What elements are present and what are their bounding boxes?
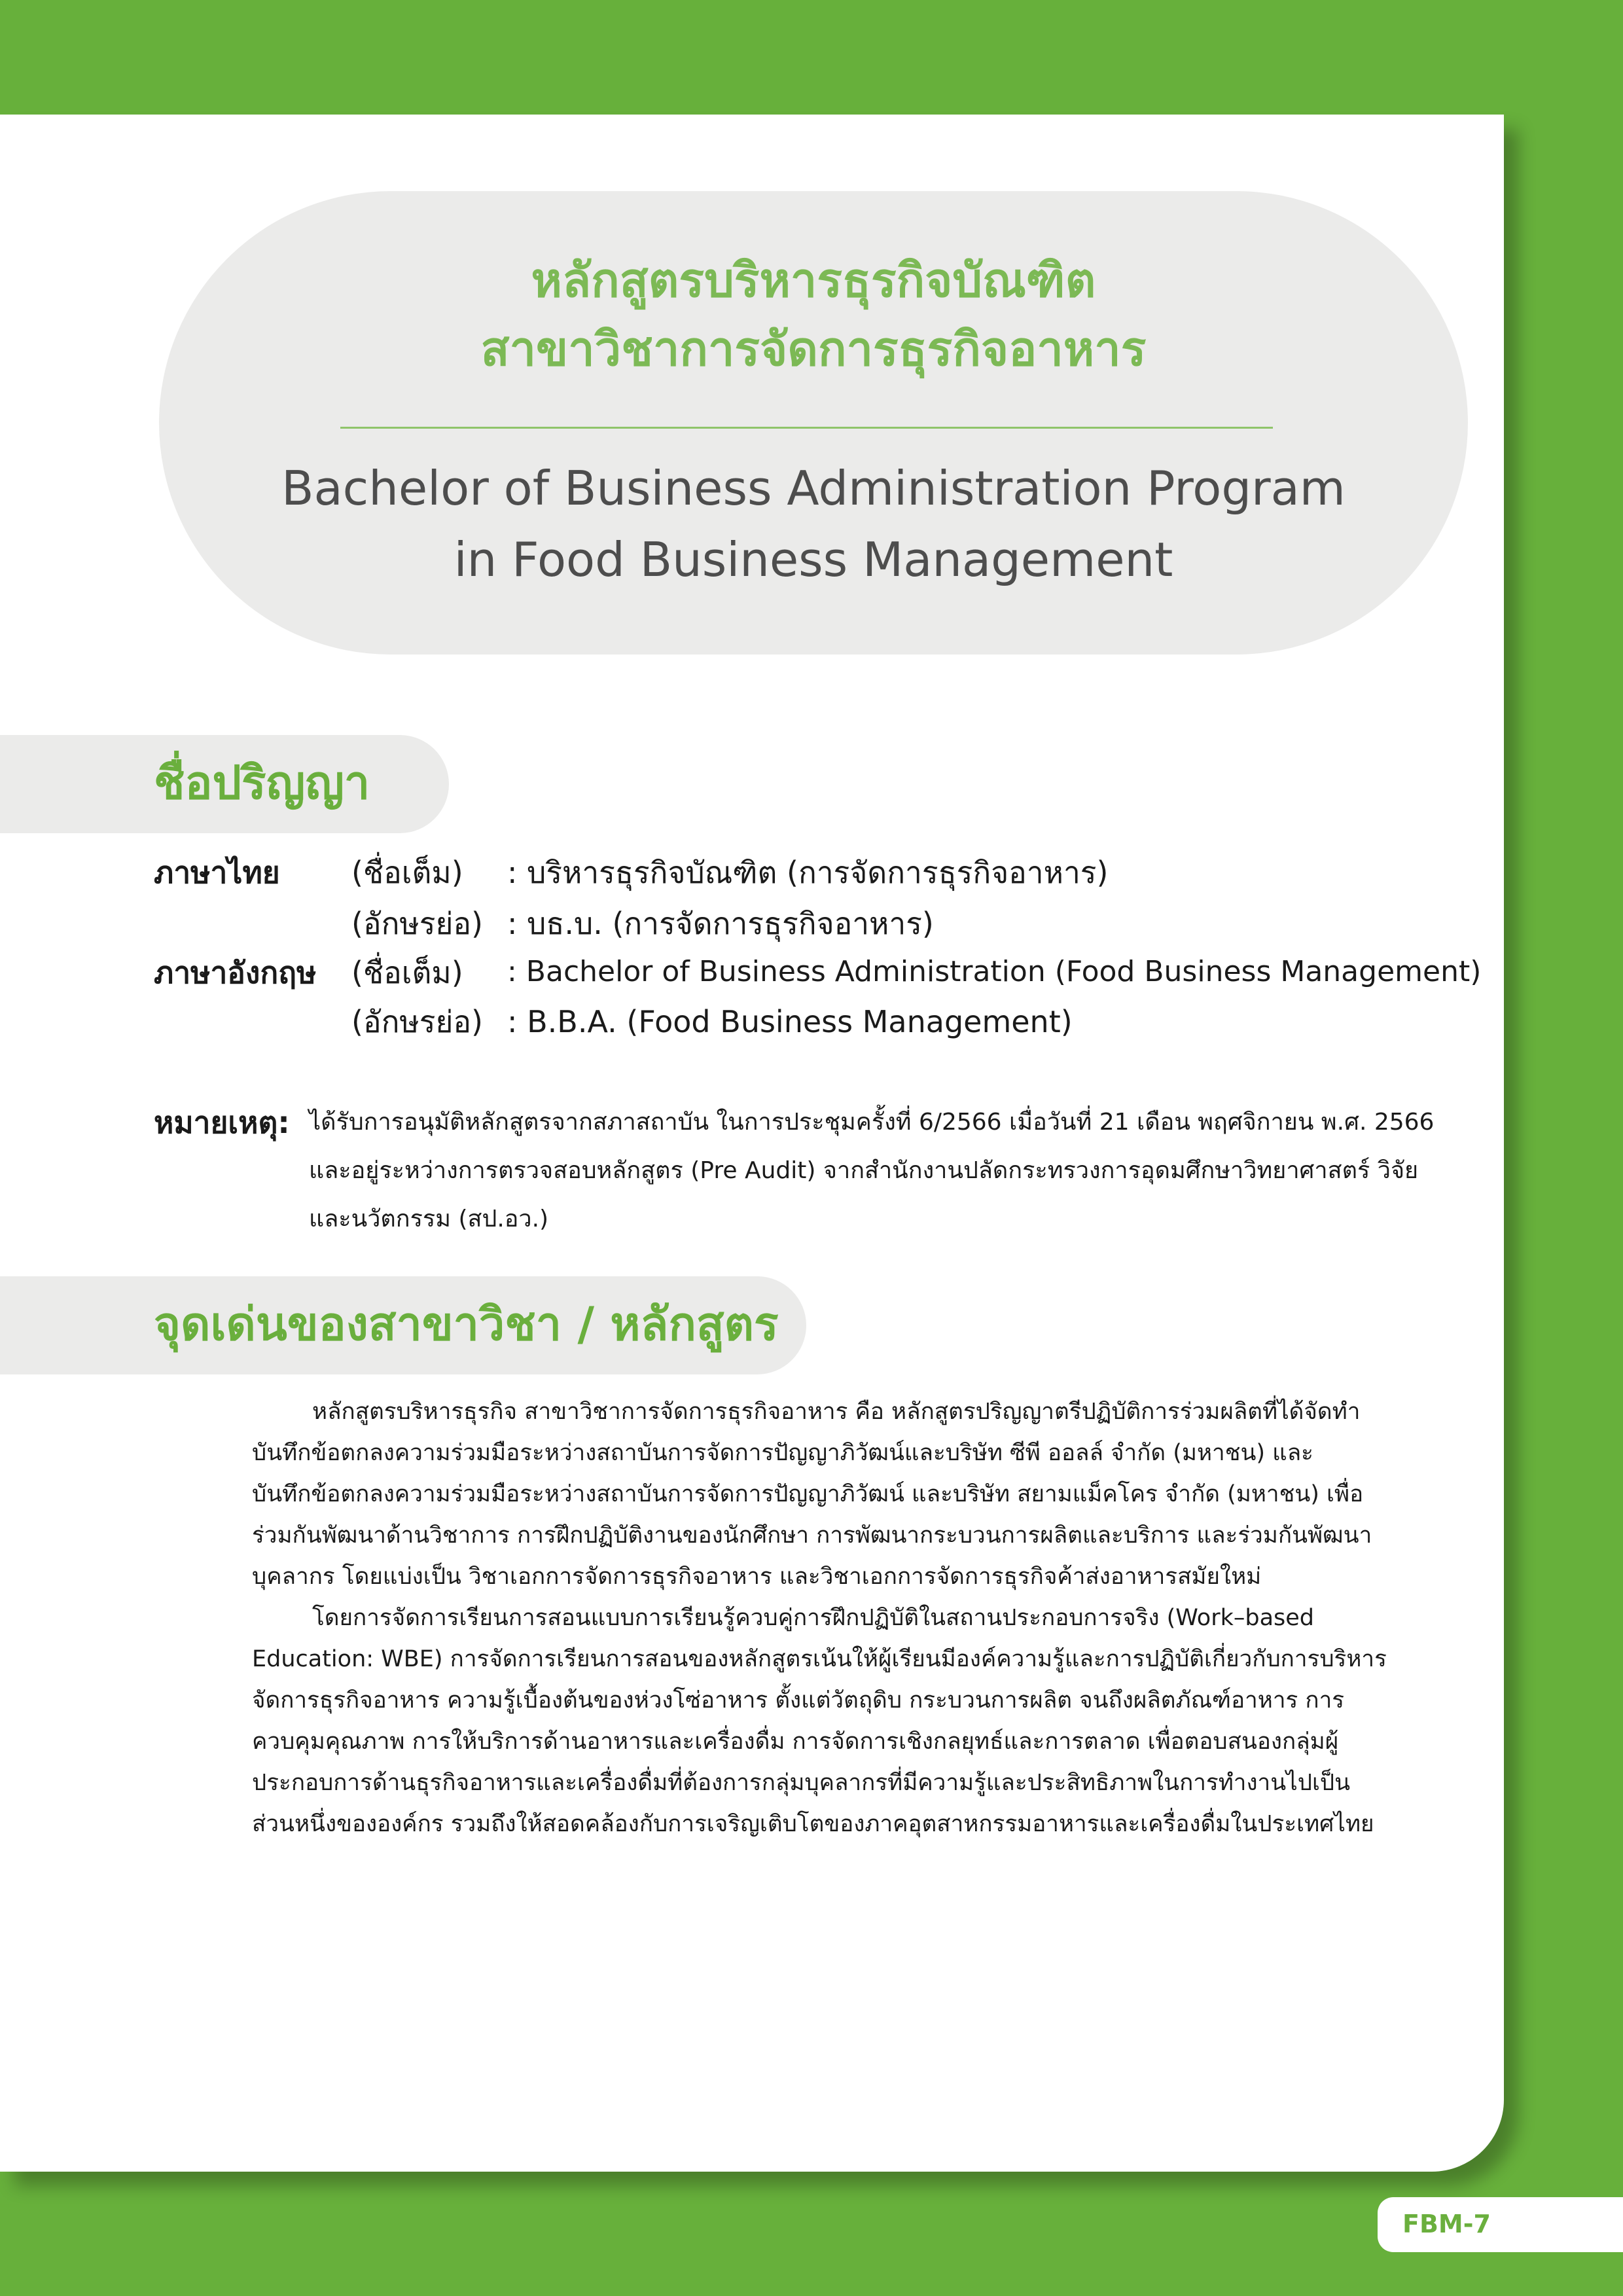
english-full-name-label: (ชื่อเต็ม) bbox=[351, 955, 463, 990]
highlights-section-heading: จุดเด่นของสาขาวิชา / หลักสูตร bbox=[154, 1297, 779, 1351]
paragraph-line: ควบคุมคุณภาพ การให้บริการด้านอาหารและเครื่องดื่ม การจัดการเชิงกลยุทธ์และการตลาด เพื่อตอบสนองกลุ่มผู้ bbox=[252, 1729, 1339, 1755]
thai-full-name-label: (ชื่อเต็ม) bbox=[351, 855, 463, 890]
degree-section-tab bbox=[0, 735, 449, 833]
program-title-english-line2: in Food Business Management bbox=[454, 532, 1173, 587]
page-number: FBM-7 bbox=[1402, 2210, 1491, 2238]
english-abbreviation-label: (อักษรย่อ) bbox=[351, 1004, 483, 1039]
paragraph-line: โดยการจัดการเรียนการสอนแบบการเรียนรู้ควบคู่การฝึกปฏิบัติในสถานประกอบการจริง (Work–based bbox=[312, 1605, 1315, 1631]
page-number-tab bbox=[1378, 2197, 1623, 2252]
note-line: ได้รับการอนุมัติหลักสูตรจากสภาสถาบัน ในการประชุมครั้งที่ 6/2566 เมื่อวันที่ 21 เดือน พฤศจิกายน พ.ศ. 2566 bbox=[309, 1109, 1435, 1136]
thai-abbreviation-label: (อักษรย่อ) bbox=[351, 906, 483, 941]
english-full-name-value: : Bachelor of Business Administration (Food Business Management) bbox=[507, 955, 1482, 988]
program-title-english-line1: Bachelor of Business Administration Program bbox=[281, 461, 1346, 516]
english-abbreviation-value: : B.B.A. (Food Business Management) bbox=[507, 1004, 1073, 1039]
note-line: และอยู่ระหว่างการตรวจสอบหลักสูตร (Pre Audit) จากสำนักงานปลัดกระทรวงการอุดมศึกษาวิทยาศาสตร์ วิจัย bbox=[309, 1157, 1419, 1184]
title-banner bbox=[159, 191, 1468, 655]
thai-abbreviation-value: : บธ.บ. (การจัดการธุรกิจอาหาร) bbox=[507, 906, 934, 941]
paragraph-line: ส่วนหนึ่งขององค์กร รวมถึงให้สอดคล้องกับการเจริญเติบโตของภาคอุตสาหกรรมอาหารและเครื่องดื่มในประเทศไทย bbox=[252, 1811, 1374, 1837]
paragraph-line: จัดการธุรกิจอาหาร ความรู้เบื้องต้นของห่วงโซ่อาหาร ตั้งแต่วัตถุดิบ กระบวนการผลิต จนถึงผลิตภัณฑ์อาหาร การ bbox=[252, 1687, 1345, 1713]
paragraph-line: บันทึกข้อตกลงความร่วมมือระหว่างสถาบันการจัดการปัญญาภิวัฒน์และบริษัท ซีพี ออลล์ จำกัด (มหาชน) และ bbox=[252, 1440, 1313, 1466]
program-title-thai-line2: สาขาวิชาการจัดการธุรกิจอาหาร bbox=[480, 321, 1147, 376]
paragraph-line: ร่วมกันพัฒนาด้านวิชาการ การฝึกปฏิบัติงานของนักศึกษา การพัฒนากระบวนการผลิตและบริการ และร่วมกันพัฒนา bbox=[252, 1522, 1372, 1549]
thai-full-name-value: : บริหารธุรกิจบัณฑิต (การจัดการธุรกิจอาหาร) bbox=[507, 855, 1109, 890]
paragraph-line: Education: WBE) การจัดการเรียนการสอนของหลักสูตรเน้นให้ผู้เรียนมีองค์ความรู้และการปฏิบัติเกี่ยวกับการบริหาร bbox=[252, 1646, 1387, 1672]
title-divider bbox=[340, 427, 1273, 429]
paragraph-line: บุคลากร โดยแบ่งเป็น วิชาเอกการจัดการธุรกิจอาหาร และวิชาเอกการจัดการธุรกิจค้าส่งอาหารสมัยใหม่ bbox=[252, 1564, 1262, 1590]
thai-language-label: ภาษาไทย bbox=[154, 855, 280, 890]
degree-section-heading: ชื่อปริญญา bbox=[154, 756, 370, 810]
highlights-section-tab bbox=[0, 1276, 806, 1374]
english-language-label: ภาษาอังกฤษ bbox=[154, 955, 317, 990]
program-title-thai-line1: หลักสูตรบริหารธุรกิจบัณฑิต bbox=[531, 253, 1096, 308]
paragraph-line: ประกอบการด้านธุรกิจอาหารและเครื่องดื่มที่ต้องการกลุ่มบุคลากรที่มีความรู้และประสิทธิภาพในการทำงานไปเป็น bbox=[252, 1770, 1351, 1796]
note-line: และนวัตกรรม (สป.อว.) bbox=[309, 1206, 549, 1232]
note-label: หมายเหตุ: bbox=[154, 1105, 290, 1140]
paragraph-line: บันทึกข้อตกลงความร่วมมือระหว่างสถาบันการจัดการปัญญาภิวัฒน์ และบริษัท สยามแม็คโคร จำกัด (มหาชน) เพื่อ bbox=[252, 1481, 1364, 1507]
paragraph-line: หลักสูตรบริหารธุรกิจ สาขาวิชาการจัดการธุรกิจอาหาร คือ หลักสูตรปริญญาตรีปฏิบัติการร่วมผลิตที่ได้จัดทำ bbox=[312, 1399, 1361, 1425]
